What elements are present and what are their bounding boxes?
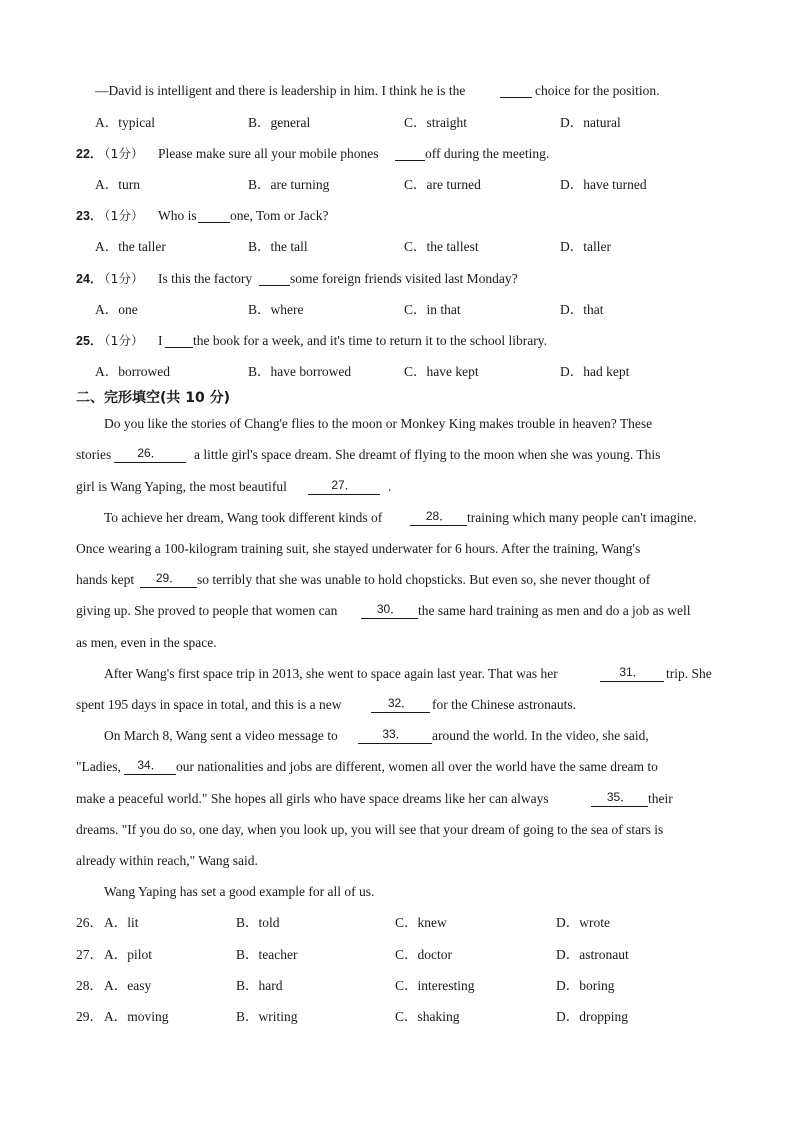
passage-text: hands kept — [76, 572, 135, 587]
option-d[interactable]: D．taller — [560, 239, 611, 254]
question-23 — [0, 205, 794, 227]
option-a[interactable]: A．easy — [104, 978, 152, 993]
option-b[interactable]: B．told — [236, 915, 280, 930]
cloze-options-26 — [0, 912, 794, 934]
passage-line — [0, 850, 794, 872]
question-number: 26． — [76, 915, 103, 930]
passage-text: training which many people can't imagine. — [467, 510, 697, 525]
question-score: （1分） — [98, 271, 144, 286]
question-23-stem-pre: Who is — [158, 208, 197, 223]
passage-text: dreams. "If you do so, one day, when you look up, you will see that your dream of going to the sea of stars is — [76, 822, 664, 837]
option-d[interactable]: D．that — [560, 302, 604, 317]
passage-text: Once wearing a 100-kilogram training suit, she stayed underwater for 6 hours. After the training, Wang's — [76, 541, 641, 556]
passage-text: "Ladies, — [76, 759, 121, 774]
option-c[interactable]: C．are turned — [404, 177, 481, 192]
question-22 — [0, 143, 794, 165]
cloze-options-27 — [0, 944, 794, 966]
section-title: 二、完形填空(共 10 分) — [76, 390, 231, 406]
question-24-stem-post: some foreign friends visited last Monday? — [290, 271, 518, 286]
passage-text: the same hard training as men and do a job as well — [418, 603, 691, 618]
question-22-options — [0, 174, 794, 196]
cloze-blank-30[interactable]: 30． — [361, 600, 418, 619]
passage-text: Do you like the stories of Chang'e flies to the moon or Monkey King makes trouble in heaven? These — [104, 416, 653, 431]
passage-text: Wang Yaping has set a good example for all of us. — [104, 884, 375, 899]
passage-line — [0, 725, 794, 747]
question-number: 25． — [76, 334, 103, 348]
passage-text: their — [648, 791, 673, 806]
cloze-options-28 — [0, 975, 794, 997]
passage-line — [0, 569, 794, 591]
passage-line — [0, 788, 794, 810]
option-d[interactable]: D．dropping — [556, 1009, 628, 1024]
question-number: 24． — [76, 272, 103, 286]
question-score: （1分） — [98, 146, 144, 161]
question-24 — [0, 268, 794, 290]
option-a[interactable]: A．one — [95, 302, 138, 317]
option-c[interactable]: C．the tallest — [404, 239, 479, 254]
answer-blank — [395, 145, 425, 161]
passage-text: already within reach," Wang said. — [76, 853, 258, 868]
question-number: 23． — [76, 209, 103, 223]
question-22-stem-pre: Please make sure all your mobile phones — [158, 146, 379, 161]
option-c[interactable]: C．knew — [395, 915, 447, 930]
option-d[interactable]: D．had kept — [560, 364, 630, 379]
question-24-stem-pre: Is this the factory — [158, 271, 253, 286]
option-c[interactable]: C．have kept — [404, 364, 479, 379]
option-c[interactable]: C．shaking — [395, 1009, 460, 1024]
passage-text: On March 8, Wang sent a video message to — [104, 728, 338, 743]
passage-text: make a peaceful world." She hopes all girls who have space dreams like her can always — [76, 791, 549, 806]
question-21 — [0, 80, 794, 102]
passage-line — [0, 413, 794, 435]
passage-line — [0, 444, 794, 466]
passage-line — [0, 476, 794, 498]
passage-line — [0, 663, 794, 685]
passage-text: for the Chinese astronauts. — [432, 697, 576, 712]
option-b[interactable]: B．writing — [236, 1009, 298, 1024]
option-b[interactable]: B．teacher — [236, 947, 298, 962]
passage-text: stories — [76, 447, 112, 462]
answer-blank — [165, 332, 193, 348]
question-25-stem-pre: I — [158, 333, 163, 348]
answer-blank — [198, 207, 230, 223]
passage-text: spent 195 days in space in total, and this is a new — [76, 697, 342, 712]
option-b[interactable]: B．general — [248, 115, 311, 130]
question-23-stem-post: one, Tom or Jack? — [230, 208, 329, 223]
question-21-options — [0, 112, 794, 134]
cloze-options-29 — [0, 1006, 794, 1028]
passage-text: To achieve her dream, Wang took different kinds of — [104, 510, 383, 525]
option-a[interactable]: A．turn — [95, 177, 140, 192]
cloze-blank-31[interactable]: 31． — [600, 663, 664, 682]
question-number: 22． — [76, 147, 103, 161]
passage-text: a little girl's space dream. She dreamt of flying to the moon when she was young. This — [194, 447, 661, 462]
question-21-stem-pre: —David is intelligent and there is leadership in him. I think he is the — [95, 83, 466, 98]
question-22-stem-post: off during the meeting. — [425, 146, 550, 161]
question-number: 29． — [76, 1009, 103, 1024]
option-c[interactable]: C．in that — [404, 302, 461, 317]
question-25-options — [0, 361, 794, 383]
passage-text: trip. She — [666, 666, 712, 681]
option-c[interactable]: C．doctor — [395, 947, 452, 962]
cloze-blank-35[interactable]: 35． — [591, 788, 648, 807]
option-b[interactable]: B．have borrowed — [248, 364, 352, 379]
answer-blank — [500, 82, 532, 98]
question-24-options — [0, 299, 794, 321]
passage-text: around the world. In the video, she said, — [432, 728, 649, 743]
option-c[interactable]: C．interesting — [395, 978, 475, 993]
answer-blank — [259, 270, 290, 286]
question-number: 28． — [76, 978, 103, 993]
option-a[interactable]: A．typical — [95, 115, 155, 130]
option-d[interactable]: D．have turned — [560, 177, 647, 192]
cloze-blank-26[interactable]: 26． — [114, 444, 186, 463]
cloze-blank-33[interactable]: 33． — [358, 725, 432, 744]
option-b[interactable]: B．the tall — [248, 239, 308, 254]
passage-text: After Wang's first space trip in 2013, she went to space again last year. That was her — [104, 666, 558, 681]
passage-line — [0, 756, 794, 778]
option-a[interactable]: A．lit — [104, 915, 139, 930]
option-a[interactable]: A．the taller — [95, 239, 166, 254]
passage-text: our nationalities and jobs are different, women all over the world have the same dream to — [176, 759, 658, 774]
option-d[interactable]: D．wrote — [556, 915, 610, 930]
question-number: 27． — [76, 947, 103, 962]
question-25-stem-post: the book for a week, and it's time to return it to the school library. — [193, 333, 547, 348]
passage-text: giving up. She proved to people that women can — [76, 603, 338, 618]
option-d[interactable]: D．natural — [560, 115, 621, 130]
option-c[interactable]: C．straight — [404, 115, 467, 130]
cloze-blank-29[interactable]: 29． — [140, 569, 197, 588]
option-a[interactable]: A．moving — [104, 1009, 169, 1024]
passage-text: girl is Wang Yaping, the most beautiful — [76, 479, 287, 494]
option-a[interactable]: A．borrowed — [95, 364, 170, 379]
question-25 — [0, 330, 794, 352]
passage-line — [0, 819, 794, 841]
passage-text: so terribly that she was unable to hold chopsticks. But even so, she never thought of — [197, 572, 651, 587]
cloze-blank-32[interactable]: 32． — [371, 694, 430, 713]
question-23-options — [0, 236, 794, 258]
cloze-blank-28[interactable]: 28． — [410, 507, 467, 526]
option-b[interactable]: B．are turning — [248, 177, 330, 192]
option-d[interactable]: D．boring — [556, 978, 615, 993]
passage-line — [0, 600, 794, 622]
cloze-blank-27[interactable]: 27． — [308, 476, 380, 495]
option-b[interactable]: B．where — [248, 302, 304, 317]
passage-line — [0, 881, 794, 903]
question-score: （1分） — [98, 208, 144, 223]
passage-line — [0, 632, 794, 654]
passage-text: . — [388, 479, 392, 494]
passage-line — [0, 538, 794, 560]
option-b[interactable]: B．hard — [236, 978, 283, 993]
option-a[interactable]: A．pilot — [104, 947, 153, 962]
section-heading — [0, 387, 794, 409]
question-score: （1分） — [98, 333, 144, 348]
option-d[interactable]: D．astronaut — [556, 947, 629, 962]
cloze-blank-34[interactable]: 34． — [124, 756, 176, 775]
passage-text: as men, even in the space. — [76, 635, 217, 650]
question-21-stem-post: choice for the position. — [535, 83, 660, 98]
passage-line — [0, 694, 794, 716]
passage-line — [0, 507, 794, 529]
